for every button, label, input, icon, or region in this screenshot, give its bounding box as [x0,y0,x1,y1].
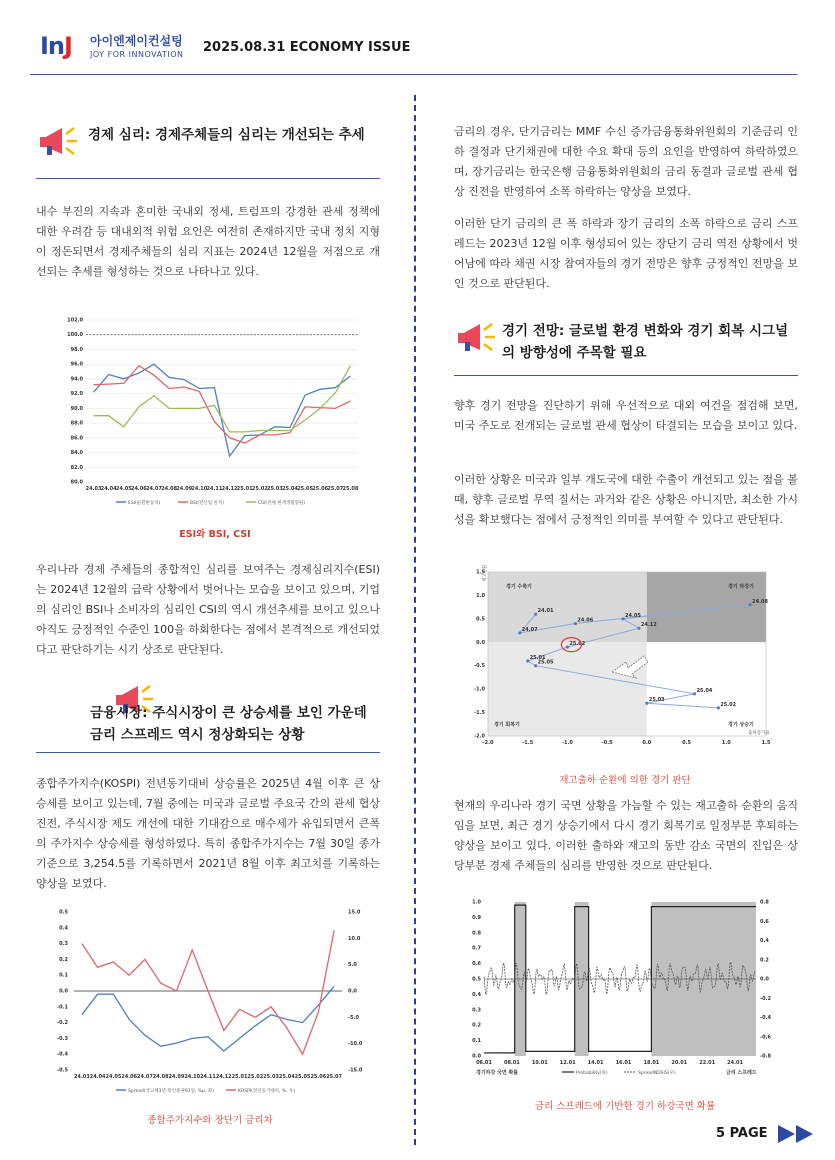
y-tick-label: -1.5 [474,710,485,717]
megaphone-icon [36,122,80,162]
right-axis-label: 금리 스프레드 [726,1070,757,1076]
x-tick-label: 25.06 [312,486,329,492]
y-left-tick-label: 0.8 [472,930,481,937]
x-tick-label: 24.04 [89,1074,106,1080]
legend-label: CSI(전체 현재생활형편) [258,501,306,506]
chart-caption: 재고출하 순환에 의한 경기 판단 [559,775,691,786]
x-tick-label: -0.5 [601,740,613,746]
point-label: 24.05 [625,612,641,619]
point-label: 25.02 [569,640,586,647]
x-tick-label: 24.10 [184,1074,201,1080]
x-tick-label: 25.05 [294,1074,311,1080]
next-page-arrows-icon [778,1124,816,1144]
y-left-tick-label: -0.5 [57,1067,68,1074]
y-tick-label: 86.0 [70,435,83,442]
x-tick-label: 25.08 [342,486,359,492]
section-heading-financial-market [36,680,380,750]
y-tick-label: -1.0 [474,686,485,693]
x-tick-label: 24.12 [221,486,238,492]
x-tick-label: 25.04 [282,486,298,492]
x-tick-label: 25.06 [310,1074,327,1080]
y-left-tick-label: 0.1 [59,972,68,979]
logo-slogan: JOY FOR INNOVATION [90,50,184,59]
left-axis-label: 경기하강 국면 확률 [476,1070,519,1076]
y-left-tick-label: 0.2 [59,956,68,963]
x-tick-label: 06.01 [476,1060,492,1066]
point-label: 25.03 [648,697,665,704]
x-tick-label: 0.0 [642,740,652,746]
paragraph: 우리나라 경제 주체들의 종합적인 심리를 보여주는 경제심리지수(ESI)는 2024년 12월의 급락 상황에서 벗어나는 모습을 보이고 있으며, 기업의 심리인 BSI나 소비자의 심리인 CSI의 역시 개선추세를 보이고 있으나 아직도 긍정적인 수준인 100을 하회한다는 점에서 본격적으로 개선되었다고 판단하기는 시기 상조로 판단된다. [36,563,380,656]
y-right-tick-label: 5.0 [348,962,357,969]
y-tick-label: 1.0 [476,592,485,599]
y-tick-label: 82.0 [70,464,83,471]
y-right-tick-label: -10.0 [348,1041,363,1048]
y-left-tick-label: 0.0 [59,988,68,995]
column-divider [414,95,416,1145]
chart-caption [150,526,280,540]
legend-label: KOSPI(전년동기대비, %, 우) [238,1089,296,1094]
section-title: 경기 전망: 글로벌 환경 변화와 경기 회복 시그널의 방향성에 주목할 필요 [502,323,789,361]
series-line [82,930,334,1054]
y-axis-label: 재고순환 [483,564,488,582]
x-tick-label: 24.06 [130,486,147,492]
y-left-tick-label: 0.1 [472,1038,481,1045]
series-line [94,366,351,443]
y-left-tick-label: 0.4 [472,991,481,998]
section-title: 금융시장: 주식시장이 큰 상승세를 보인 가운데 금리 스프레드 역시 정상화되는 상황 [90,705,367,743]
point-label: 24.06 [577,617,594,624]
x-tick-label: 18.01 [643,1060,660,1066]
chart-caption: 종합주가지수와 장단기 금리차 [147,1115,273,1126]
section-divider [36,178,380,179]
x-tick-label: 0.5 [682,740,692,746]
section-divider [454,375,798,376]
x-tick-label: 24.05 [115,486,132,492]
quadrant-downturn [647,572,766,642]
paragraph: 내수 부진의 지속과 혼미한 국내외 정세, 트럼프의 강경한 관세 정책에 대한 우려감 등 대내외적 위험 요인은 여전히 존재하지만 국내 정치 지형이 정돈되면서 경제주체들의 심리 지표는 2024년 12월을 저점으로 개선되는 추세를 형성하는 것으로 나타나고 있다. [36,205,380,278]
y-left-tick-label: 0.4 [59,925,68,932]
company-logo [40,30,200,66]
chart-esi-bsi-csi [58,312,368,518]
x-tick-label: 25.01 [236,486,253,492]
legend-label: Probability(좌) [576,1071,608,1076]
point-label: 24.01 [537,608,554,615]
y-left-tick-label: 0.5 [59,909,68,916]
x-tick-label: 25.04 [278,1074,295,1080]
y-tick-label: 1.5 [476,569,485,576]
quadrant-label: 경기 수축기 [506,584,532,590]
point-label: 24.08 [752,598,768,605]
y-left-tick-label: 0.7 [472,945,481,952]
x-tick-label: 24.07 [137,1074,153,1080]
y-left-tick-label: 0.2 [472,1022,481,1029]
y-right-tick-label: -0.4 [760,1015,771,1021]
y-right-tick-label: -5.0 [348,1014,359,1021]
point-label: 25.01 [529,655,546,662]
x-tick-label: 24.08 [152,1074,169,1080]
y-tick-label: 94.0 [70,376,83,383]
paragraph: 이러한 단기 금리의 큰 폭 하락과 장기 금리의 소폭 하락으로 금리 스프레드는 2023년 12월 이후 형성되어 있는 장단기 금리 역전 상황에서 벗어남에 따라 채권 시장 참여자들의 경기 전망은 향후 긍정적인 전망을 보인 것으로 판단된다. [454,217,798,290]
x-tick-label: 25.03 [263,1074,279,1080]
y-right-tick-label: -15.0 [348,1067,363,1074]
y-left-tick-label: 0.6 [472,961,481,968]
y-right-tick-label: -0.6 [760,1034,771,1041]
x-tick-label: 24.10 [191,486,208,492]
logo-mark: InJ [40,32,72,60]
x-tick-label: 24.12 [215,1074,232,1080]
y-tick-label: 0.0 [476,639,485,646]
legend-label: BSI(전산업 실적) [190,501,224,506]
header-divider [30,74,797,75]
x-tick-label: 25.05 [297,486,314,492]
x-tick-label: 24.03 [85,486,102,492]
x-tick-label: 24.01 [727,1060,743,1066]
section-title: 경제 심리: 경제주체들의 심리는 개선되는 추세 [88,127,365,143]
x-tick-label: 24.09 [176,486,193,492]
y-tick-label: 98.0 [70,346,83,353]
x-tick-label: 25.03 [266,486,283,492]
y-right-tick-label: 15.0 [348,909,361,916]
x-tick-label: 1.5 [761,740,771,746]
x-tick-label: 12.01 [559,1060,576,1066]
logo-korean-name: 아이엔제이컨설팅 [90,34,183,48]
page-header [40,30,797,76]
x-tick-label: 25.07 [327,486,344,492]
legend-label: Spread(국고채3년-통안증권91일, %p, 좌) [128,1089,214,1094]
x-tick-label: 25.01 [231,1074,248,1080]
x-tick-label: 08.01 [503,1060,520,1066]
y-left-tick-label: 0.5 [472,976,481,983]
chart-kospi-spread [52,902,372,1102]
x-tick-label: 1.0 [721,740,731,746]
x-tick-label: 24.03 [73,1074,90,1080]
x-axis-label: 출하증가율 [748,731,770,736]
y-left-tick-label: -0.2 [57,1020,68,1027]
megaphone-icon [454,318,498,358]
x-tick-label: 24.07 [146,486,162,492]
y-tick-label: -2.0 [474,733,485,740]
y-right-tick-label: 0.0 [760,976,769,983]
chart-caption: 금리 스프레드에 기반한 경기 하강국면 확률 [534,1101,716,1112]
y-left-tick-label: -0.4 [57,1051,68,1058]
section-heading-economic-outlook [454,318,798,368]
y-right-tick-label: -0.2 [760,995,771,1002]
issue-title: 2025.08.31 ECONOMY ISSUE [203,40,411,55]
y-left-tick-label: -0.1 [57,1004,68,1011]
legend-label: ESI(순환변동치) [128,501,161,506]
y-left-tick-label: 0.3 [472,1007,481,1014]
x-tick-label: 24.11 [200,1074,216,1080]
x-tick-label: 24.05 [105,1074,122,1080]
x-tick-label: 14.01 [587,1060,604,1066]
series-line [82,986,334,1051]
y-tick-label: 0.5 [476,616,485,623]
y-tick-label: 80.0 [70,479,83,486]
quadrant-label: 경기 상승기 [728,722,754,728]
chart-recession-probability [464,894,784,1086]
x-tick-label: 25.07 [326,1074,343,1080]
legend-label: SpreadNDSIS(우) [638,1071,676,1076]
x-tick-label: -2.0 [482,740,494,746]
y-tick-label: 96.0 [70,361,83,368]
y-tick-label: 100.0 [67,332,83,339]
x-tick-label: 22.01 [699,1060,716,1066]
paragraph: 종합주가지수(KOSPI) 전년동기대비 상승률은 2025년 4월 이후 큰 상승세를 보이고 있는데, 7월 중에는 미국과 글로벌 주요국 간의 관세 협상 진전, 주식시장 제도 개선에 대한 기대감으로 매수세가 유입되면서 큰폭의 주가지수 상승세를 형성하였다. 특히 종합주가지수는 7월 30일 종가 기준으로 3,254.5를 기록하면서 2021년 8월 이후 최고치를 기록하는 양상을 보였다. [36,777,380,890]
x-tick-label: 25.02 [251,486,268,492]
x-tick-label: 24.09 [168,1074,185,1080]
quadrant-label: 경기 회복기 [494,722,520,728]
y-left-tick-label: 0.3 [59,941,68,948]
paragraph: 현재의 우리나라 경기 국면 상황을 가늠할 수 있는 재고출하 순환의 움직임을 보면, 최근 경기 상승기에서 다시 경기 회복기로 일정부분 후퇴하는 양상을 보이고 있다. 이러한 출하와 재고의 동반 감소 국면의 진입은 상당부분 경제 주체들의 심리를 반영한 것으로 판단된다. [454,799,798,872]
y-right-tick-label: 0.6 [760,918,769,925]
section-divider [36,752,380,753]
paragraph: 이러한 상황은 미국과 일부 개도국에 대한 수출이 개선되고 있는 점을 볼 때, 향후 글로벌 무역 질서는 과거와 같은 상황은 아니지만, 최소한 가시성을 확보했다는 점에서 긍정적인 의미를 부여할 수 있다고 판단된다. [454,473,798,526]
x-tick-label: 25.02 [247,1074,264,1080]
y-tick-label: -0.5 [474,663,485,670]
point-label: 25.02 [720,701,737,708]
x-tick-label: -1.0 [561,740,573,746]
y-right-tick-label: 0.0 [348,988,357,995]
x-tick-label: 24.04 [100,486,117,492]
point-label: 24.12 [640,622,657,629]
quadrant-label: 경기 하강기 [728,584,754,590]
y-right-tick-label: 0.4 [760,938,769,944]
y-right-tick-label: 0.2 [760,957,769,964]
y-right-tick-label: 0.8 [760,899,769,906]
x-tick-label: 10.01 [531,1060,548,1066]
chart-caption-text: ESI와 BSI, CSI [179,529,251,540]
y-left-tick-label: -0.3 [57,1035,68,1042]
x-tick-label: 24.08 [161,486,178,492]
x-tick-label: -1.5 [522,740,534,746]
section-heading-economic-sentiment [36,122,380,172]
x-tick-label: 20.01 [671,1060,688,1066]
y-tick-label: 90.0 [70,405,83,412]
page-number: 5 PAGE [716,1126,768,1141]
series-line [94,364,351,456]
y-right-tick-label: -0.8 [760,1053,771,1060]
x-tick-label: 24.11 [206,486,223,492]
chart-inventory-cycle [466,562,784,758]
y-tick-label: 84.0 [70,450,83,457]
y-right-tick-label: 10.0 [348,935,361,942]
point-label: 24.07 [521,626,538,633]
x-tick-label: 16.01 [615,1060,632,1066]
y-left-tick-label: 0.9 [472,914,481,921]
y-tick-label: 92.0 [70,391,83,398]
paragraph: 향후 경기 전망을 진단하기 위해 우선적으로 대외 여건을 점검해 보면, 미국 주도로 전개되는 글로벌 관세 협상이 타결되는 모습을 보이고 있다. [454,399,798,432]
point-label: 25.04 [696,687,713,694]
x-tick-label: 24.06 [121,1074,138,1080]
quadrant-contraction [488,572,647,642]
paragraph: 금리의 경우, 단기금리는 MMF 수신 증가금융통화위원회의 기준금리 인하 결정과 단기채권에 대한 수요 확대 등의 요인을 반영하여 하락하였으며, 장기금리는 한국은행 금융통화위원회의 금리 동결과 글로벌 관세 협상 진전을 반영하여 소폭 하락하는 양상을 보였다. [454,125,798,198]
y-left-tick-label: 0.0 [472,1053,481,1060]
y-left-tick-label: 1.0 [472,899,481,906]
y-tick-label: 88.0 [70,420,83,427]
y-tick-label: 102.0 [67,317,83,324]
point-label: 25.05 [537,659,554,666]
